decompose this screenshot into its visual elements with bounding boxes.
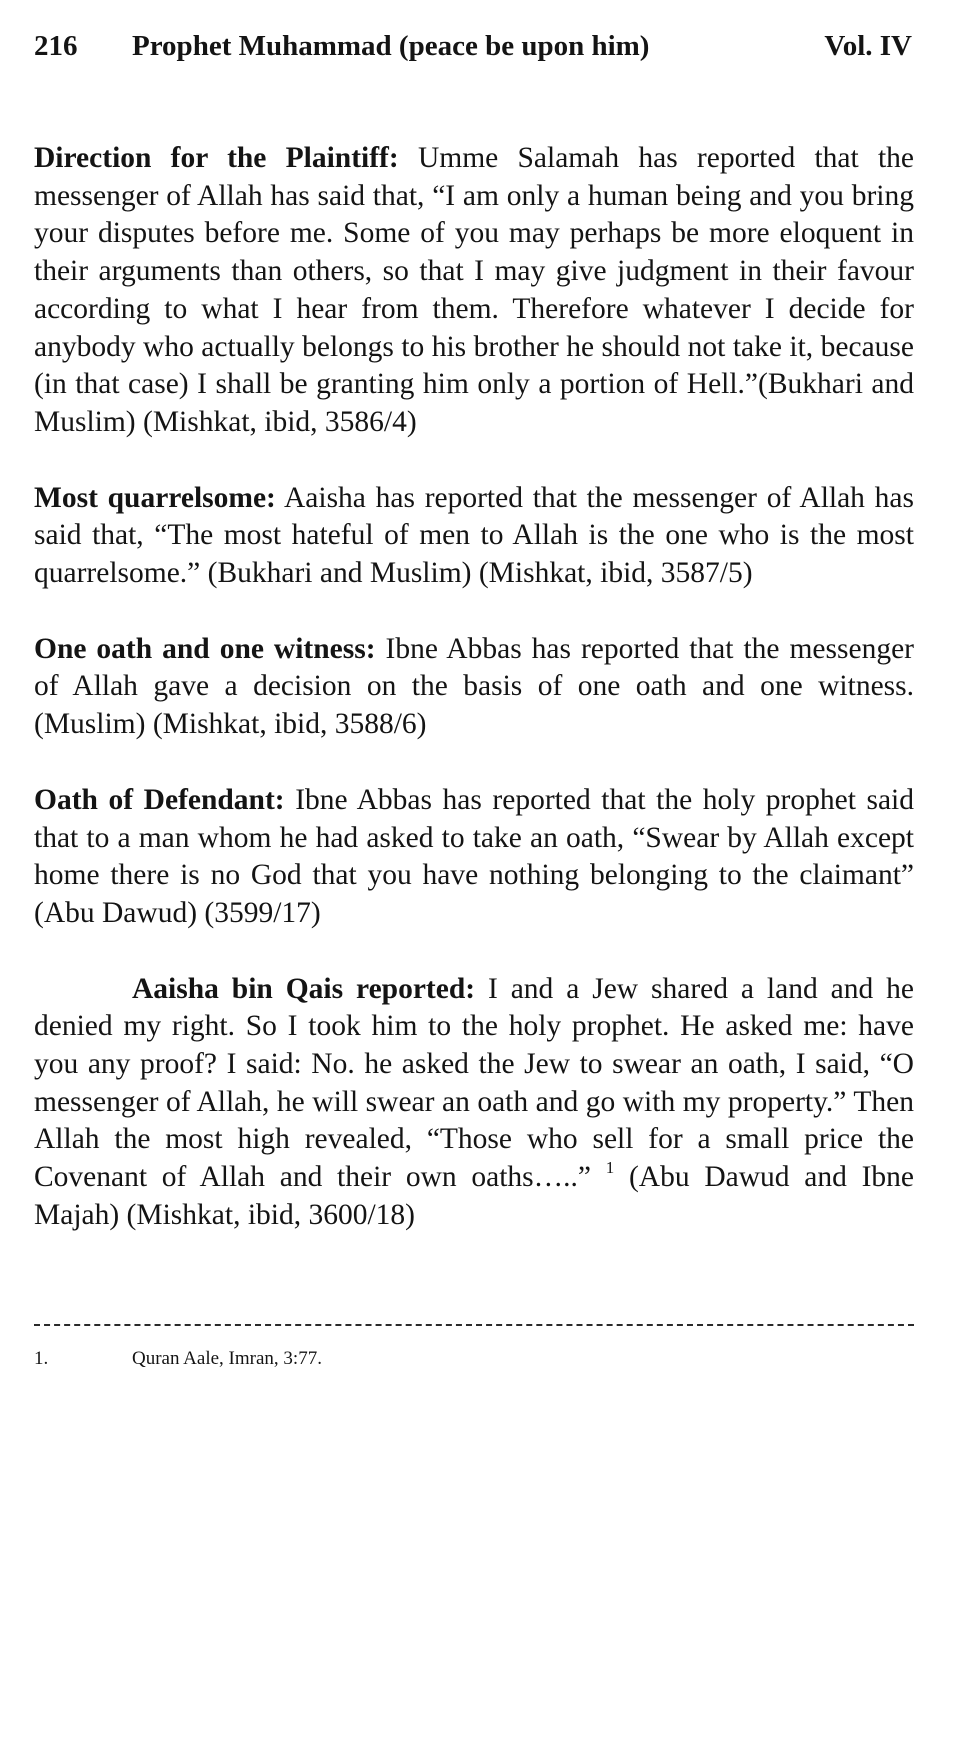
paragraph-body-continued: (Abu Dawud and Ibne Majah) (Mishkat, ibid, 3600/18) — [34, 1161, 914, 1231]
paragraph-body: Aaisha has reported that the messenger of Allah has said that, “The most hateful of men to Allah is the one who is the most quarrelsome.” (Bukhari and Muslim) (Mishkat, ibid, 3587/5) — [34, 481, 914, 590]
footnote-number: 1. — [34, 1348, 49, 1369]
volume-label: Vol. IV — [824, 30, 912, 62]
paragraph-heading: Most quarrelsome: — [34, 481, 276, 514]
footnote-divider — [34, 1324, 914, 1326]
paragraph-heading: One oath and one witness: — [34, 632, 376, 665]
paragraph-heading: Oath of Defendant: — [34, 783, 285, 816]
footnote-text: Quran Aale, Imran, 3:77. — [132, 1348, 322, 1369]
paragraph-oath-of-defendant — [34, 782, 914, 933]
main-text — [34, 140, 914, 1273]
paragraph-body: Umme Salamah has reported that the messenger of Allah has said that, “I am only a human being and you bring your disputes before me. Some of you may perhaps be more eloquent in their arguments than others, so that I may give judgment in their favour according to what I hear from them. Therefore whatever I decide for anybody who actually belongs to his brother he should not take it, because (in that case) I shall be granting him only a portion of Hell.”(Bukhari and Muslim) (Mishkat, ibid, 3586/4) — [34, 142, 914, 438]
paragraph-body: Ibne Abbas has reported that the messenger of Allah gave a decision on the basis of one oath and one witness. (Muslim) (Mishkat, ibid, 3588/6) — [34, 632, 914, 741]
paragraph-direction-for-plaintiff — [34, 140, 914, 442]
book-title: Prophet Muhammad (peace be upon him) — [132, 30, 650, 62]
footnote-reference: 1 — [605, 1158, 615, 1178]
paragraph-body: I and a Jew shared a land and he denied my right. So I took him to the holy prophet. He asked me: have you any proof? I said: No. he asked the Jew to swear an oath, I said, “O messenger of Allah, he will swear an oath and go with my property.” Then Allah the most high revealed, “Those who sell for a small price the Covenant of Allah and their own oaths…..” — [34, 972, 914, 1194]
page-number: 216 — [34, 30, 78, 62]
paragraph-aaisha-bin-qais — [34, 971, 914, 1235]
paragraph-most-quarrelsome — [34, 480, 914, 593]
paragraph-one-oath-one-witness — [34, 631, 914, 744]
paragraph-heading: Aaisha bin Qais reported: — [132, 972, 476, 1005]
running-header — [34, 24, 912, 68]
paragraph-heading: Direction for the Plaintiff: — [34, 142, 399, 174]
paragraph-body: Ibne Abbas has reported that the holy prophet said that to a man whom he had asked to take an oath, “Swear by Allah except home there is no God that you have nothing belonging to the claimant” (Abu Dawud) (3599/17) — [34, 783, 914, 929]
